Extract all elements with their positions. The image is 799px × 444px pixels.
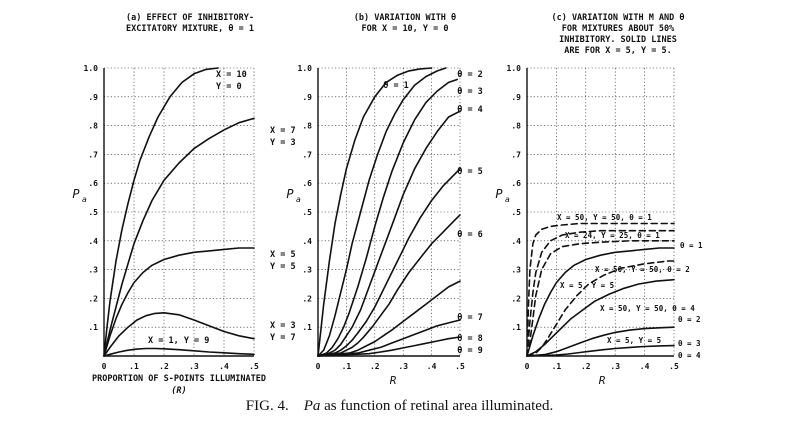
- y-axis-label: P: [72, 187, 80, 201]
- series-line: [527, 346, 674, 356]
- grid: [318, 68, 460, 356]
- series-label: Y = 5: [270, 262, 296, 272]
- series-label: θ = 3: [457, 87, 483, 97]
- y-tick-label: .6: [511, 179, 521, 189]
- y-tick-label: 1.0: [506, 64, 521, 73]
- series-label: θ = 9: [457, 346, 483, 356]
- x-tick-label: .4: [219, 362, 229, 371]
- x-tick-label: 0: [315, 362, 321, 371]
- y-tick-label: .8: [88, 121, 98, 131]
- y-tick-label: .1: [511, 323, 521, 333]
- y-tick-label: .3: [511, 265, 521, 275]
- x-axis-label-line: PROPORTION OF S-POINTS ILLUMINATED: [92, 374, 266, 384]
- x-tick-label: 0: [524, 362, 530, 371]
- y-tick-label: .1: [302, 323, 312, 333]
- series-label: θ = 6: [457, 230, 483, 240]
- series-line: [318, 80, 457, 357]
- y-tick-label: .7: [511, 150, 521, 160]
- y-tick-label: .9: [88, 92, 98, 102]
- series-label: X = 5: [270, 250, 296, 260]
- y-tick-label: .2: [88, 294, 98, 304]
- x-tick-label: .2: [159, 362, 169, 371]
- caption-text: as function of retinal area illuminated.: [324, 398, 554, 414]
- y-tick-label: .6: [88, 179, 98, 189]
- series-label: θ = 5: [457, 167, 483, 177]
- y-tick-label: .2: [511, 294, 521, 304]
- y-tick-label: .5: [302, 208, 312, 217]
- x-axis-label: R: [389, 374, 397, 387]
- series-label: Y = 0: [216, 82, 242, 92]
- panel-title-line: (c) VARIATION WITH M AND θ: [551, 13, 685, 23]
- panel-title-line: FOR MIXTURES ABOUT 50%: [561, 24, 675, 34]
- series-label: θ = 4: [457, 105, 483, 115]
- series-label: X = 7: [270, 126, 296, 136]
- series-label: θ = 4: [678, 351, 701, 360]
- x-tick-label: .3: [189, 362, 199, 371]
- series-label: X = 10: [216, 70, 247, 80]
- x-tick-label: .2: [369, 362, 380, 371]
- x-tick-label: .5: [669, 362, 679, 371]
- series-line: [104, 349, 254, 357]
- y-tick-label: .8: [511, 121, 521, 131]
- x-tick-label: .3: [398, 362, 409, 371]
- y-tick-label: .6: [302, 179, 312, 189]
- series-label: θ = 2: [457, 70, 483, 80]
- x-axis-label: R: [598, 374, 606, 387]
- series-label: Y = 7: [270, 333, 296, 343]
- x-tick-label: .4: [639, 362, 650, 371]
- series-label: X = 50, Y = 50, θ = 1: [557, 213, 652, 222]
- series-label: X = 50, Y = 50, θ = 4: [600, 304, 695, 313]
- series-label: θ = 8: [457, 334, 483, 344]
- x-tick-label: .4: [426, 362, 437, 371]
- y-tick-label: .4: [302, 236, 312, 246]
- panel-title-line: (a) EFFECT OF INHIBITORY-: [126, 13, 254, 23]
- y-axis-label-sub: a: [505, 195, 510, 204]
- y-axis-label: P: [495, 187, 503, 201]
- x-tick-label: .1: [129, 362, 139, 371]
- y-tick-label: .9: [302, 92, 312, 102]
- panel-title-line: INHIBITORY. SOLID LINES: [559, 35, 677, 45]
- series-line: [318, 111, 460, 356]
- series-label: X = 5, Y = 5: [607, 336, 662, 345]
- panel-c: [495, 13, 703, 387]
- x-tick-label: 0: [101, 362, 107, 371]
- figure-caption: [0, 398, 799, 415]
- series-label: X = 1, Y = 9: [148, 336, 210, 346]
- panel-title-line: ARE FOR X = 5, Y = 5.: [564, 46, 672, 56]
- series-label: θ = 1: [383, 81, 409, 91]
- y-tick-label: .5: [88, 208, 98, 217]
- x-tick-label: .1: [551, 362, 562, 371]
- series-label: θ = 2: [678, 315, 701, 324]
- series-label: X = 5, Y = 5: [560, 281, 615, 290]
- y-tick-label: .4: [511, 236, 521, 246]
- y-tick-label: .5: [511, 208, 521, 217]
- panel-title-line: FOR X = 10, Y = 0: [361, 24, 449, 34]
- y-axis-label-sub: a: [296, 195, 301, 204]
- series-label: Y = 3: [270, 138, 296, 148]
- series-line: [318, 169, 460, 356]
- panel-title-line: EXCITATORY MIXTURE, θ = 1: [126, 24, 254, 34]
- y-tick-label: .3: [302, 265, 312, 275]
- caption-label: FIG. 4.: [245, 398, 289, 414]
- y-tick-label: .4: [88, 236, 98, 246]
- y-tick-label: .7: [88, 150, 98, 160]
- y-tick-label: .9: [511, 92, 521, 102]
- series-label: θ = 1: [680, 241, 703, 250]
- series-label: θ = 3: [678, 339, 701, 348]
- y-tick-label: .8: [302, 121, 312, 131]
- y-axis-label: P: [286, 187, 294, 201]
- panel-a: [72, 13, 295, 396]
- caption-variable: Pa: [303, 398, 321, 414]
- x-tick-label: .5: [455, 362, 465, 371]
- x-axis-label-line: (R): [171, 386, 187, 396]
- series-line: [104, 118, 254, 356]
- series-label: X = 24, Y = 25, θ = 1: [565, 231, 660, 240]
- y-tick-label: 1.0: [83, 64, 98, 73]
- x-tick-label: .1: [341, 362, 352, 371]
- y-tick-label: .2: [302, 294, 312, 304]
- x-tick-label: .2: [580, 362, 591, 371]
- x-tick-label: .5: [249, 362, 259, 371]
- x-tick-label: .3: [610, 362, 621, 371]
- y-tick-label: 1.0: [297, 64, 312, 73]
- y-tick-label: .7: [302, 150, 312, 160]
- series-label: θ = 7: [457, 313, 483, 323]
- series-label: X = 50, Y = 50, θ = 2: [595, 265, 690, 274]
- y-tick-label: .3: [88, 265, 98, 275]
- y-axis-label-sub: a: [82, 195, 87, 204]
- series-label: X = 3: [270, 321, 296, 331]
- panel-b: [286, 13, 482, 387]
- y-tick-label: .1: [88, 323, 98, 333]
- panel-title-line: (b) VARIATION WITH θ: [353, 13, 457, 23]
